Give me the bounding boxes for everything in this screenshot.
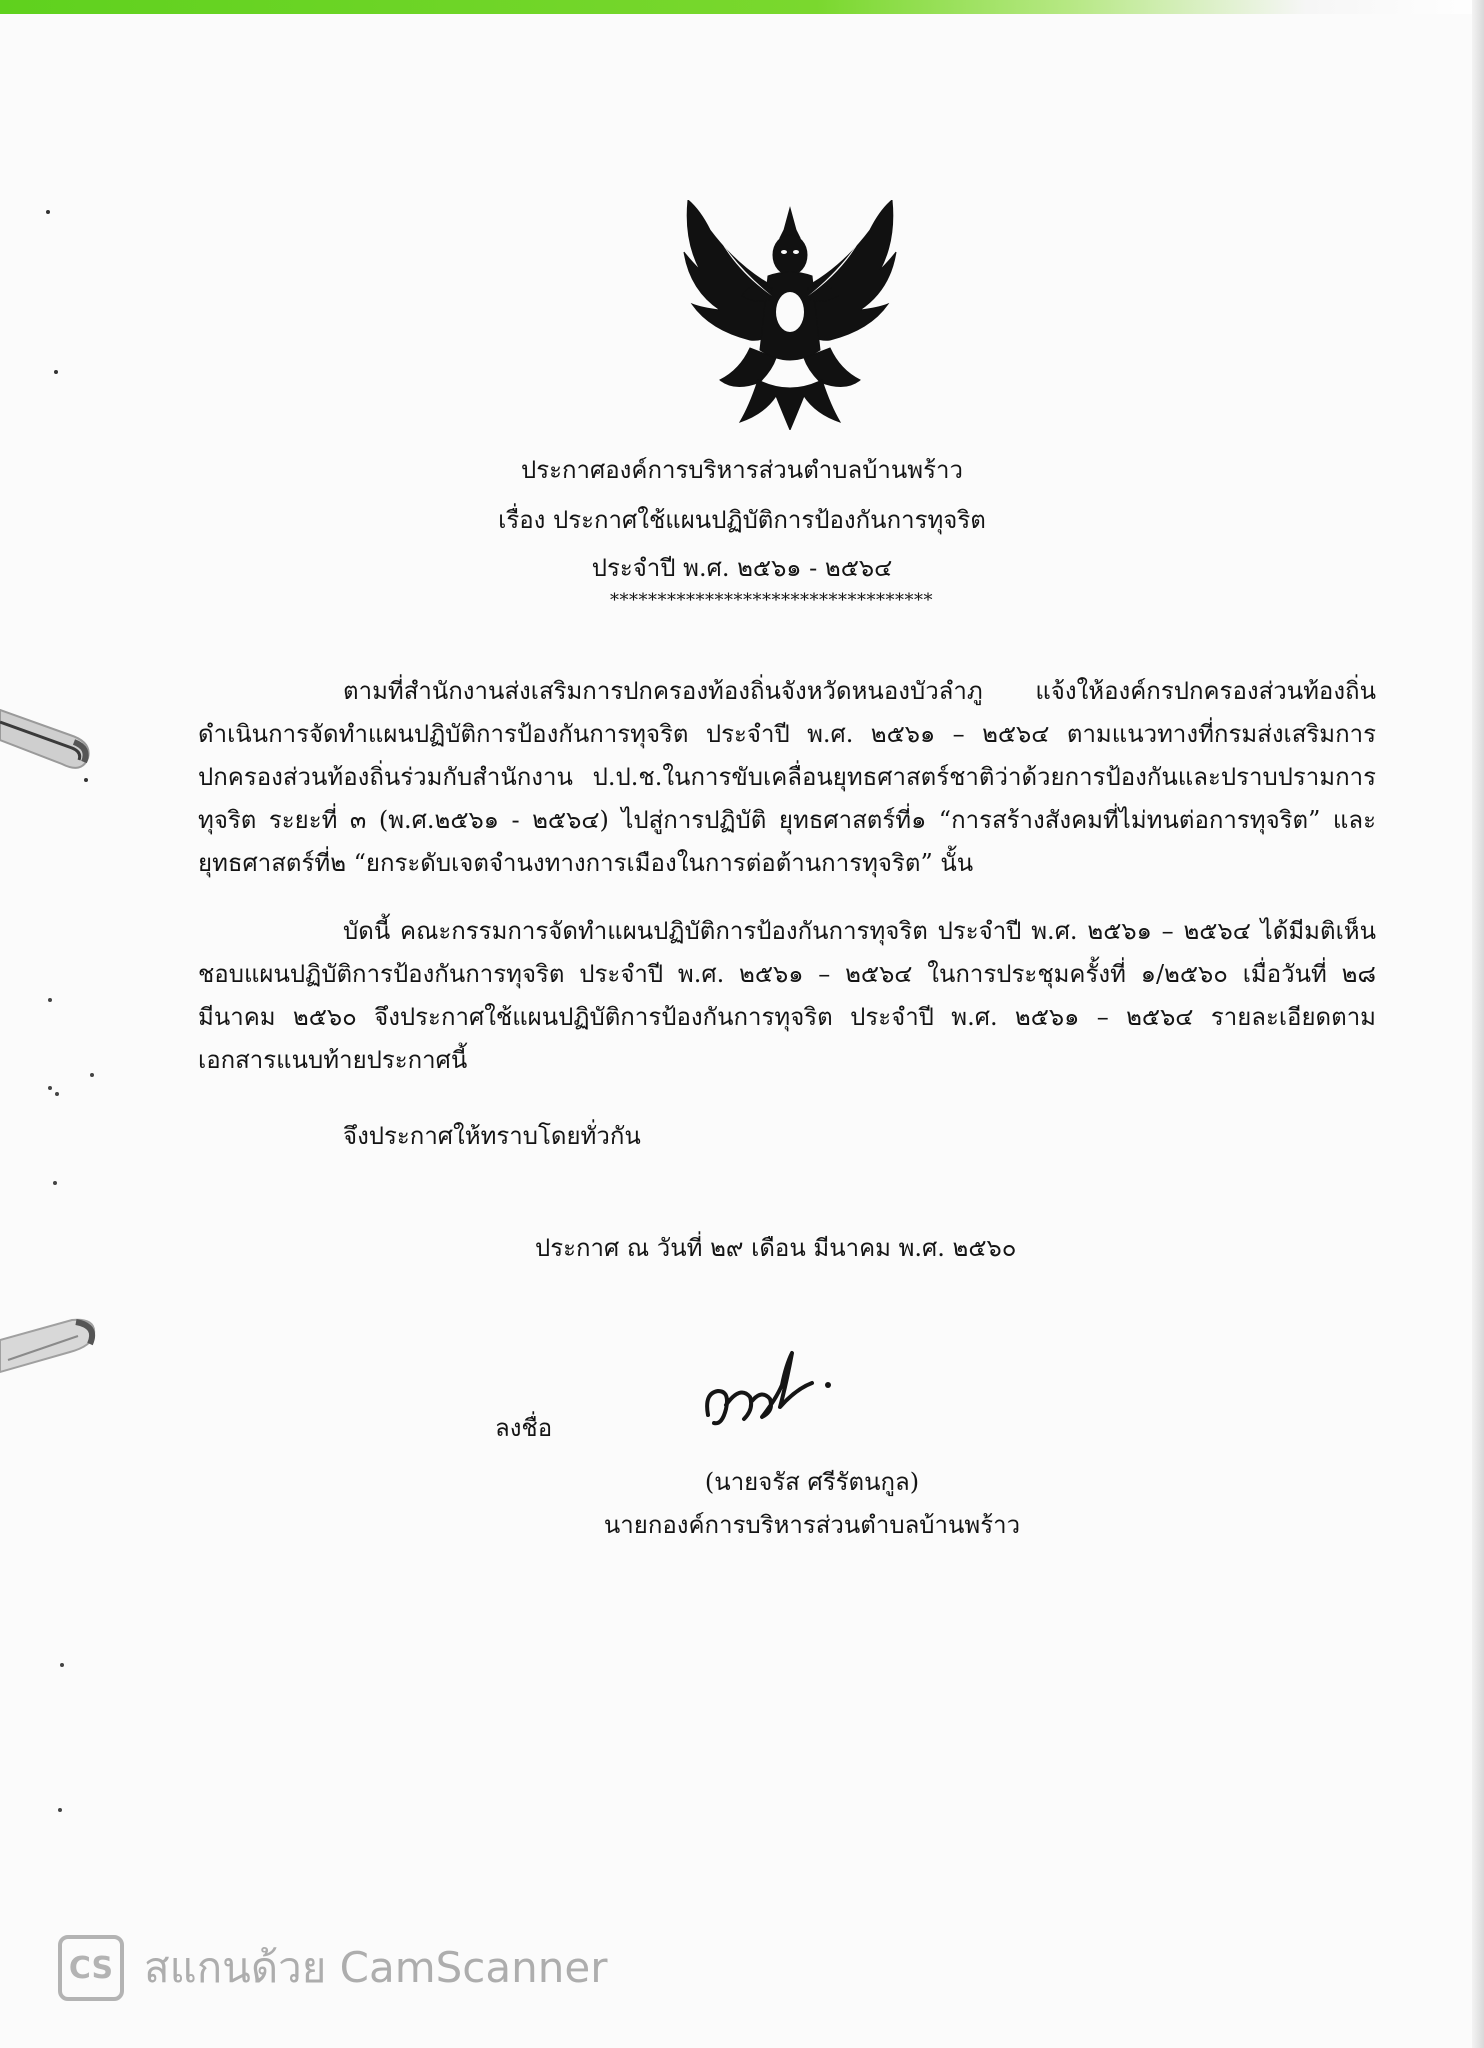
signature-label: ลงชื่อ	[495, 1414, 553, 1442]
scan-edge-right	[1472, 0, 1484, 2048]
body-paragraph-2: บัดนี้ คณะกรรมการจัดทำแผนปฏิบัติการป้องกันการทุจริต ประจำปี พ.ศ. ๒๕๖๑ – ๒๕๖๔ ได้มีมติเห็นชอบแผนปฏิบัติการป้องกันการทุจริต ประจำปี พ.ศ. ๒๕๖๑ – ๒๕๖๔ ในการประชุมครั้งที่ ๑/๒๕๖๐ เมื่อวันที่ ๒๘ มีนาคม ๒๕๖๐ จึงประกาศใช้แผนปฏิบัติการป้องกันการทุจริต ประจำปี พ.ศ. ๒๕๖๑ – ๒๕๖๔ รายละเอียดตามเอกสารแนบท้ายประกาศนี้	[198, 917, 1376, 1074]
signer-name: (นายจรัส ศรีรัตนกูล)	[704, 1468, 920, 1496]
camscanner-logo-icon: CS	[58, 1935, 124, 2001]
announcement-title: ประกาศองค์การบริหารส่วนตำบลบ้านพร้าว	[521, 456, 963, 484]
title-separator: **********************************	[610, 590, 933, 611]
signer-position: นายกองค์การบริหารส่วนตำบลบ้านพร้าว	[603, 1511, 1021, 1539]
body-paragraph-1: ตามที่สำนักงานส่งเสริมการปกครองท้องถิ่นจังหวัดหนองบัวลำภู แจ้งให้องค์กรปกครองส่วนท้องถิ่นดำเนินการจัดทำแผนปฏิบัติการป้องกันการทุจริต ประจำปี พ.ศ. ๒๕๖๑ – ๒๕๖๔ ตามแนวทางที่กรมส่งเสริมการปกครองส่วนท้องถิ่นร่วมกับสำนักงาน ป.ป.ช.ในการขับเคลื่อนยุทธศาสตร์ชาติว่าด้วยการป้องกันและปราบปรามการทุจริต ระยะที่ ๓ (พ.ศ.๒๕๖๑ - ๒๕๖๔) ไปสู่การปฏิบัติ ยุทธศาสตร์ที่๑ “การสร้างสังคมที่ไม่ทนต่อการทุจริต” และยุทธศาสตร์ที่๒ “ยกระดับเจตจำนงทางการเมืองในการต่อต้านการทุจริต” นั้น	[198, 677, 1376, 877]
announcement-period: ประจำปี พ.ศ. ๒๕๖๑ - ๒๕๖๔	[591, 554, 893, 582]
camscanner-watermark	[58, 1933, 607, 2003]
announcement-subject: เรื่อง ประกาศใช้แผนปฏิบัติการป้องกันการทุจริต	[498, 506, 986, 534]
scan-edge-green	[0, 0, 1484, 14]
scan-specks	[0, 0, 120, 1900]
handwritten-signature	[700, 1345, 850, 1435]
garuda-emblem-icon	[680, 200, 900, 430]
body-paragraph-3: จึงประกาศให้ทราบโดยทั่วกัน	[343, 1122, 641, 1150]
announcement-date: ประกาศ ณ วันที่ ๒๙ เดือน มีนาคม พ.ศ. ๒๕๖๐	[535, 1234, 1017, 1262]
camscanner-text: สแกนด้วย CamScanner	[144, 1943, 608, 1992]
